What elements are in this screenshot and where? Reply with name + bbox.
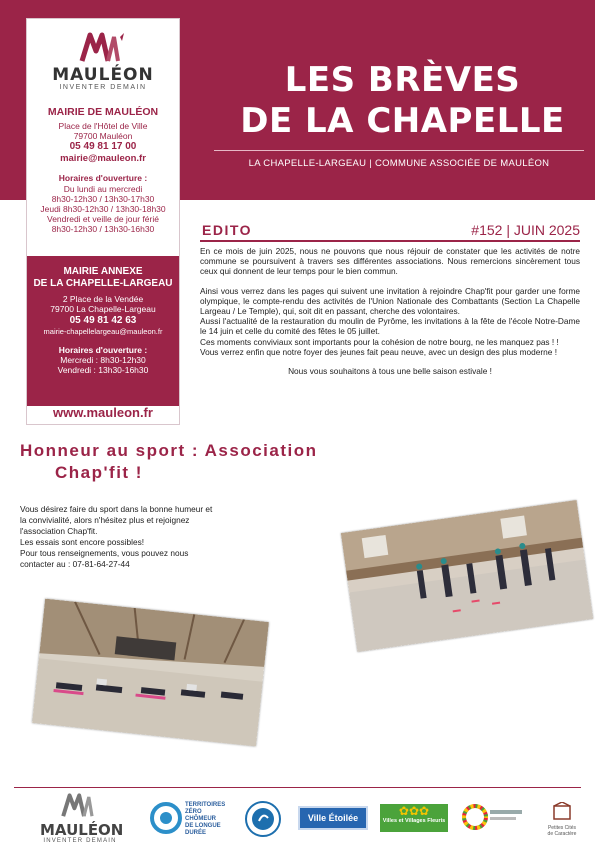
mauleon-logo [27,31,179,91]
fitness-photo-right-image [341,500,593,652]
sport-line: Vous désirez faire du sport dans la bonne humeur et [20,504,213,514]
contact-sidebar [26,18,180,425]
edito-paragraph: En ce mois de juin 2025, nous ne pouvons que nous réjouir de constater que les activités de notre commune se poursuivent à travers ses différentes associations. Nous remercions sincèrement tous ceux qui donnent de leur temps pour le bien commun. [200,246,580,277]
handicap-label-logo [244,800,282,843]
issue-number: #152 | JUIN 2025 [471,222,580,238]
title-line2: DE LA CHAPELLE [240,101,565,141]
annexe-phone[interactable]: 05 49 81 42 63 [69,315,137,326]
mairie-address: Place de l'Hôtel de Ville [58,121,148,131]
sport-title-line1: Honneur au sport : Association [20,441,318,460]
ville-etoilee-logo: Ville Étoilée [298,806,368,830]
annexe-address: 2 Place de la Vendée [62,294,144,304]
website-link[interactable]: www.mauleon.fr [53,405,153,420]
sport-line: l'association Chap'fit. [20,526,98,536]
annexe-hours-line: Mercredi : 8h30-12h30 [60,355,146,365]
mairie-block [27,106,179,234]
logo-tagline: INVENTER DEMAIN [59,84,147,91]
sport-line: contacter au : 07-81-64-27-44 [20,559,130,569]
annexe-title-line2: DE LA CHAPELLE-LARGEAU [33,278,173,289]
tzcld-line: DURÉE [185,830,207,836]
edito-paragraph: Vous verrez enfin que notre foyer des jeunes fait peau neuve, avec un design des plus moderne ! [200,346,557,357]
petites-cites-line: de Caractère [547,831,577,837]
footer-divider [14,787,581,788]
mairie-title: MAIRIE DE MAULÉON [47,106,159,118]
fitness-photo-right [341,500,593,652]
flower-icons: ✿✿✿ [398,804,430,818]
edito-header [200,222,580,242]
title-line1: LES BRÈVES [284,60,521,100]
sport-line: Pour tous renseignements, vous pouvez nous [20,548,189,558]
mairie-annexe-block [27,256,179,406]
sport-line: la convivialité, alors n'hésitez plus et rejoignez [20,515,190,525]
sport-description [20,504,245,570]
fitness-photo-left-image [32,599,269,747]
edito-body [200,246,580,385]
mairie-email[interactable]: mairie@mauleon.fr [60,153,146,164]
sdg-icon [462,804,524,830]
footer-mauleon-logo [40,792,124,844]
mairie-hours-line: Vendredi et veille de jour férié [47,214,159,224]
tzcld-line: ZÉRO CHÔMEUR [185,809,216,822]
edito-paragraph: Nous vous souhaitons à tous une belle saison estivale ! [288,366,492,377]
annexe-title: MAIRIE ANNEXE [63,266,143,277]
footer-mauleon-logo-icon [60,792,100,818]
mairie-hours-title: Horaires d'ouverture : [58,173,148,183]
annexe-city: 79700 La Chapelle-Largeau [50,304,156,314]
mairie-hours-line: 8h30-12h30 / 13h30-16h30 [51,224,155,234]
petites-cites-icon [552,802,572,820]
mairie-city: 79700 Mauléon [73,131,133,141]
edito-paragraph: Aussi l'actualité de la restauration du moulin de Pyrôme, les invitations à la fête de l'école Notre-Dame le 14 juin et celle du comité des fêtes le 05 juillet. [200,316,580,337]
footer-partners [0,790,595,852]
petites-cites-logo [543,802,581,837]
mairie-hours-line: Du lundi au mercredi [63,184,143,194]
footer-logo-name: MAULÉON [40,821,124,839]
villes-fleuris-logo [380,804,448,832]
tzcld-line: DE LONGUE [185,823,221,829]
sport-line: Les essais sont encore possibles! [20,537,145,547]
tzcld-logo [150,802,230,836]
edito-paragraph: Ainsi vous verrez dans les pages qui suivent une invitation à rejoindre Chap'fit pour garder une forme olympique, le compte-rendu des activités de l'Union Nationale des Combattants (Section La Chapelle Largeau / Le Temple), qui, soit dit en passant, cherche des volontaires. [200,285,580,317]
edito-label: EDITO [202,222,253,238]
handicap-label-icon [244,800,282,838]
page-title [210,60,595,142]
sport-section-title [20,440,318,484]
tzcld-logo-icon [150,802,182,834]
petites-cites-line: Petites Cités [547,825,577,831]
sdg-logo [462,804,524,835]
footer-logo-tagline: INVENTER DEMAIN [43,838,117,844]
tzcld-line: TERRITOIRES [185,802,226,808]
villes-fleuris-label: Villes et Villages Fleuris [382,818,446,824]
annexe-hours-line: Vendredi : 13h30-16h30 [57,365,149,375]
fitness-photo-left [32,599,269,747]
annexe-email[interactable]: mairie-chapellelargeau@mauleon.fr [43,327,163,336]
annexe-hours-title: Horaires d'ouverture : [58,345,148,355]
mairie-hours-line: 8h30-12h30 / 13h30-17h30 [51,194,155,204]
mairie-hours-line: Jeudi 8h30-12h30 / 13h30-18h30 [40,204,166,214]
mauleon-logo-icon [78,31,128,63]
page-subtitle: LA CHAPELLE-LARGEAU | COMMUNE ASSOCIÉE DE MAULÉON [248,158,550,169]
logo-name: MAULÉON [52,65,154,85]
mairie-phone[interactable]: 05 49 81 17 00 [69,141,137,152]
edito-paragraph: Ces moments conviviaux sont importants pour la cohésion de notre bourg, ne les manquez pas ! ! [200,336,559,347]
subtitle-divider [214,150,584,151]
sport-title-line2: Chap'fit ! [55,463,143,482]
